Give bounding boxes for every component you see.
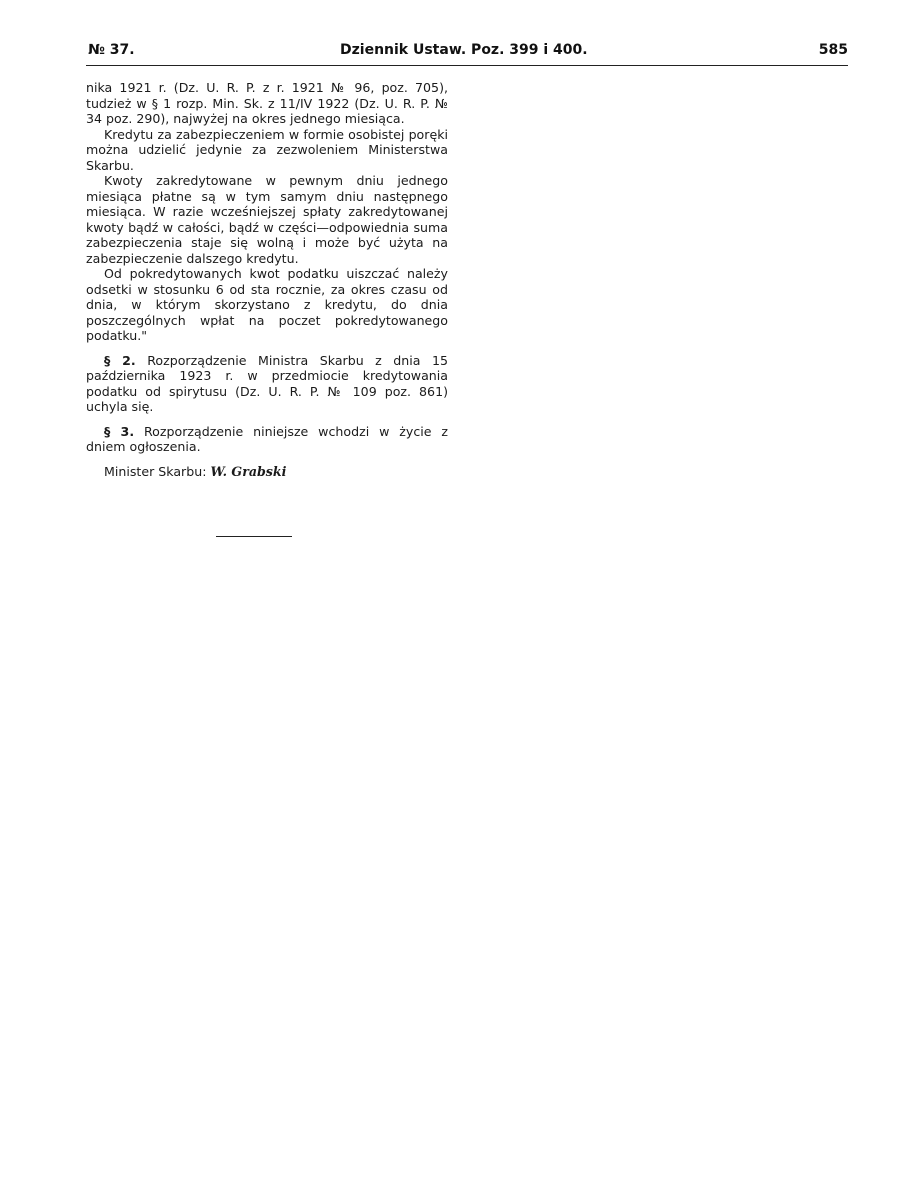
section-2-text: Rozporządzenie Ministra Skarbu z dnia 15 października 1923 r. w przedmiocie kredytowania podatku od spirytusu (Dz. U. R. P. № 109 poz. 861) uchyla się. [86,352,448,414]
paragraph-credited-amounts: Kwoty zakredytowane w pewnym dniu jednego miesiąca płatne są w tym samym dniu następnego miesiąca. W razie wcześniejszej spłaty zakredytowanej kwoty bądź w całości, bądź w części—odpowiednia suma zabezpieczenia staje się wolną i może być użyta na zabezpieczenie dalszego kredytu. [86,173,448,266]
section-3-text: Rozporządzenie niniejsze wchodzi w życie z dniem ogłoszenia. [86,423,448,454]
signature-line [86,464,448,480]
text-column [86,80,448,479]
paragraph-interest: Od pokredytowanych kwot podatku uiszczać należy odsetki w stosunku 6 od sta rocznie, za okres czasu od dnia, w którym skorzystano z kredytu, do dnia poszczególnych wpłat na poczet pokredytowanego podatku." [86,266,448,343]
section-3-label: § 3. [104,423,135,439]
section-3 [86,424,448,455]
issue-number: № 37. [88,42,135,58]
paragraph-personal-guarantee: Kredytu za zabezpieczeniem w formie osobistej poręki można udzielić jedynie za zezwoleniem Ministerstwa Skarbu. [86,126,448,173]
paragraph-continuation: nika 1921 r. (Dz. U. R. P. z r. 1921 № 96, poz. 705), tudzież w § 1 rozp. Min. Sk. z 11/IV 1922 (Dz. U. R. P. № 34 poz. 290), najwyżej na okres jednego miesiąca. [86,80,448,126]
section-2 [86,353,448,415]
page-header [86,40,848,62]
end-rule [216,536,292,537]
signature-role: Minister Skarbu: [104,463,207,479]
page-number: 585 [818,42,848,58]
journal-title: Dziennik Ustaw. Poz. 399 i 400. [340,42,588,58]
section-2-label: § 2. [104,352,136,368]
signature-name: W. Grabski [210,463,287,479]
header-rule [86,65,848,67]
